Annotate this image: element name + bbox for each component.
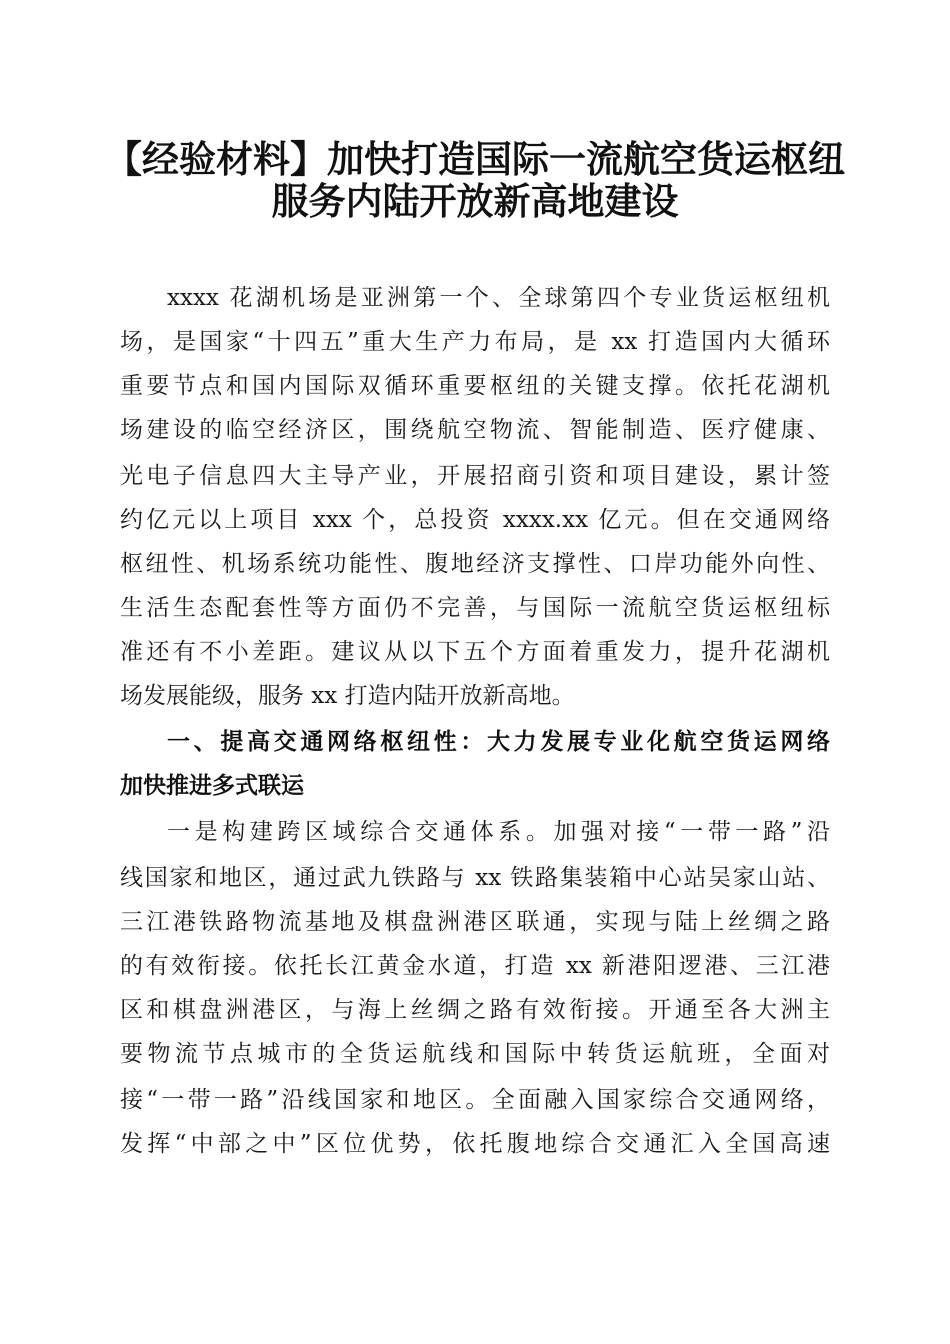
- paragraph-2-line: 区和棋盘洲港区，与海上丝绸之路有效衔接。开通至各大洲主: [120, 997, 830, 1023]
- paragraph-2-line: 线国家和地区，通过武九铁路与 xx 铁路集装箱中心站吴家山站、: [120, 865, 830, 891]
- paragraph-1-line: 约亿元以上项目 xxx 个，总投资 xxxx.xx 亿元。但在交通网络: [120, 507, 830, 533]
- paragraph-2-line: 要物流节点城市的全货运航线和国际中转货运航班，全面对: [120, 1041, 830, 1067]
- paragraph-1-line: 重要节点和国内国际双循环重要枢纽的关键支撑。依托花湖机: [120, 373, 830, 399]
- section-heading-line: 一、提高交通网络枢纽性：大力发展专业化航空货运网络: [167, 729, 830, 755]
- paragraph-1-line: 准还有不小差距。建议从以下五个方面着重发力，提升花湖机: [120, 639, 830, 665]
- paragraph-2-line: 的有效衔接。依托长江黄金水道，打造 xx 新港阳逻港、三江港: [120, 953, 830, 979]
- paragraph-2-line: 发挥“中部之中”区位优势，依托腹地综合交通汇入全国高速: [120, 1131, 830, 1157]
- document-title-line-2: 服务内陆开放新高地建设: [271, 180, 679, 223]
- paragraph-2-line: 一是构建跨区域综合交通体系。加强对接“一带一路”沿: [167, 819, 830, 845]
- paragraph-1-line: 场，是国家“十四五”重大生产力布局，是 xx 打造国内大循环: [120, 329, 830, 355]
- paragraph-2-line: 三江港铁路物流基地及棋盘洲港区联通，实现与陆上丝绸之路: [120, 909, 830, 935]
- paragraph-1-line: 枢纽性、机场系统功能性、腹地经济支撑性、口岸功能外向性、: [120, 551, 830, 577]
- paragraph-1-line: 生活生态配套性等方面仍不完善，与国际一流航空货运枢纽标: [120, 595, 830, 621]
- paragraph-1-line: 场建设的临空经济区，围绕航空物流、智能制造、医疗健康、: [120, 417, 830, 443]
- paragraph-1-line: xxxx 花湖机场是亚洲第一个、全球第四个专业货运枢纽机: [167, 285, 830, 311]
- paragraph-1-line: 光电子信息四大主导产业，开展招商引资和项目建设，累计签: [120, 463, 830, 489]
- paragraph-2-line: 接“一带一路”沿线国家和地区。全面融入国家综合交通网络，: [120, 1087, 830, 1113]
- section-heading-line: 加快推进多式联运: [120, 773, 304, 799]
- document-title-line-1: 【经验材料】加快打造国际一流航空货运枢纽: [105, 138, 845, 181]
- paragraph-1-line: 场发展能级，服务 xx 打造内陆开放新高地。: [120, 683, 575, 709]
